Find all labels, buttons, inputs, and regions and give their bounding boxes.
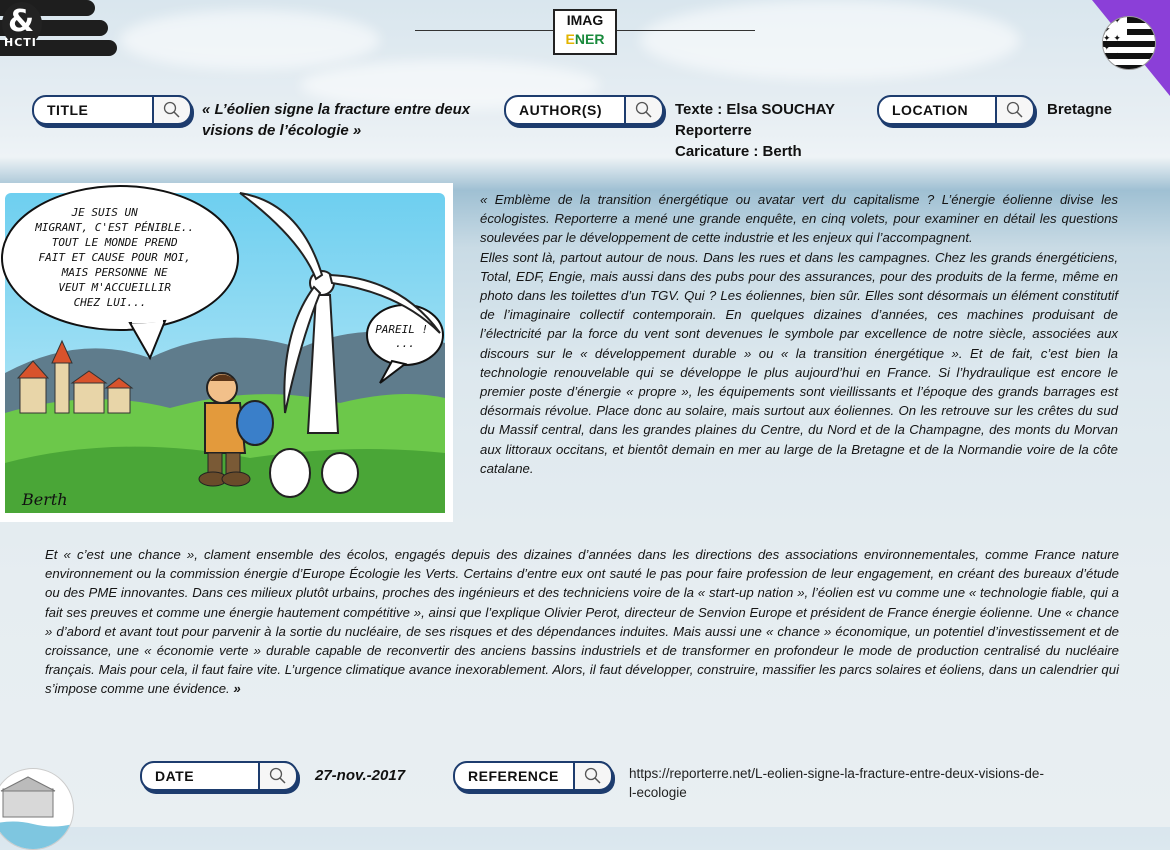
location-value: Bretagne xyxy=(1047,101,1113,118)
authors-search-button[interactable] xyxy=(624,95,664,125)
bubble-left-line: TOUT LE MONDE PREND xyxy=(51,236,178,249)
cartoon-signature: Berth xyxy=(22,490,68,509)
search-icon xyxy=(269,767,287,785)
date-search-button[interactable] xyxy=(258,761,298,791)
title-label-pill[interactable]: TITLE xyxy=(32,95,192,125)
title-search-button[interactable] xyxy=(152,95,192,125)
search-icon xyxy=(1006,101,1024,119)
authors-label-pill[interactable]: AUTHOR(S) xyxy=(504,95,664,125)
location-search-button[interactable] xyxy=(995,95,1035,125)
brand-logo: IMAG ENER xyxy=(553,9,617,55)
title-value: « L’éolien signe la fracture entre deux visions de l’écologie » xyxy=(202,101,471,139)
header-rule-left xyxy=(415,30,553,31)
article-paragraph-2: Elles sont là, partout autour de nous. Dans les rues et dans les campagnes. Chez les grands énergéticiens, Total, EDF, Engie, mais aussi dans des pubs pour des assurances, pour des produits de la ferme, même en photo dans les toilettes d’un TGV. Qui ? Les éoliennes, bien sûr. Elles sont désormais un élément constitutif de l’imaginaire collectif contemporain. En quelques dizaines d’années, ces machines produisant de l’électricité par la force du vent sont devenues le symbole par excellence de notre siècle, associées aux discours sur le « développement durable » ou « la transition énergétique ». Et de fait, c’est bien la technologie renouvelable qui se développe le plus aujourd’hui en France. Si l’hydraulique est encore le premier poste d’énergie « propre », les équipements sont vieillissants et l’époque des grands barrages est désormais révolue. Place donc au solaire, mais surtout aux éoliennes. On les retrouve sur les crêtes du sud du Massif central, dans les grandes plaines du Centre, du Nord et de la Champagne, des monts du Morvan aux littoraux occitans, et bientôt demain en mer au large de la Bretagne et de la Normandie voire de la côte catalane. xyxy=(480,249,1118,476)
article-text-full xyxy=(45,545,1119,699)
bubble-left-line: CHEZ LUI... xyxy=(73,296,147,309)
heritage-seal-logo xyxy=(0,768,74,850)
brittany-flag-icon: ✦ ✦ ✦ ✦ ✦ ✦ ✦ ✦ ✦ xyxy=(1102,16,1156,70)
closing-quote: » xyxy=(229,681,241,697)
svg-text:PAREIL ! ...: PAREIL ! ... xyxy=(375,323,429,350)
bubble-left-line: MIGRANT, C'EST PÉNIBLE.. xyxy=(35,221,195,234)
reference-link[interactable]: https://reporterre.net/L-eolien-signe-la-fracture-entre-deux-visions-de-l-ecologie xyxy=(629,766,1044,800)
bubble-left-line: VEUT M'ACCUEILLIR xyxy=(58,281,171,294)
cartoon-image xyxy=(0,183,453,522)
date-value: 27-nov.-2017 xyxy=(315,767,406,784)
article-paragraph-1: « Emblème de la transition énergétique ou avatar vert du capitalisme ? L’énergie éolienne divise les écologistes. Reporterre a mené une grande enquête, en cinq volets, pour examiner en détail les questions soulevées par le développement de cette industrie et les enjeux qui l’accompagnent. xyxy=(480,192,1118,246)
bubble-left-line: MAIS PERSONNE NE xyxy=(61,266,168,279)
authors-value: Texte : Elsa SOUCHAY Reporterre Caricature : Berth xyxy=(675,101,836,160)
bubble-left-line: JE SUIS UN xyxy=(71,206,138,219)
background-cloud xyxy=(640,0,1020,80)
reference-search-button[interactable] xyxy=(573,761,613,791)
org-logo: & HCTI xyxy=(0,0,118,58)
reference-label-pill[interactable]: REFERENCE xyxy=(453,761,613,791)
search-icon xyxy=(163,101,181,119)
date-label-pill[interactable]: DATE xyxy=(140,761,298,791)
header-rule-right xyxy=(615,30,755,31)
search-icon xyxy=(584,767,602,785)
search-icon xyxy=(635,101,653,119)
article-text-right xyxy=(480,190,1118,478)
cartoon-drawing xyxy=(0,183,453,522)
location-label-pill[interactable]: LOCATION xyxy=(877,95,1035,125)
svg-text:JE SUIS UN MIGRANT, C' xyxy=(34,206,201,309)
article-paragraph-3: Et « c’est une chance », clament ensemble des écolos, engagés depuis des dizaines d’années dans les directions des associations environnementales, comme France nature environnement ou la commission énergie d’Europe Écologie les Verts. Certains d’entre eux ont sauté le pas pour faire profession de leur engagement, en créant des bureaux d’étude ou des PME innovantes. Dans ces milieux plutôt urbains, proches des ingénieurs et des techniciens voire de la « start-up nation », l’éolien est vu comme une « technologie fiable, qui a fait ses preuves et comme une énergie hautement compétitive », ainsi que l’explique Olivier Perot, directeur de Senvion Europe et président de France énergie éolienne. Une « chance » d’abord et avant tout pour parvenir à la sortie du nucléaire, de ses risques et des dépendances induites. Mais aussi une « chance » économique, un potentiel d’investissement et de croissance, une « économie verte » durable capable de reconvertir des anciens bassins industriels et de transformer en profondeur le mode de production centralisé du nucléaire français. Mais pour cela, il faut faire vite. L’urgence climatique avance inexorablement. Alors, il faut développer, construire, massifier les parcs solaires et éoliens, dans un calendrier qui s’impose comme une évidence. xyxy=(45,547,1119,697)
bubble-left-line: FAIT ET CAUSE POUR MOI, xyxy=(38,251,191,264)
background-cloud xyxy=(120,10,380,70)
